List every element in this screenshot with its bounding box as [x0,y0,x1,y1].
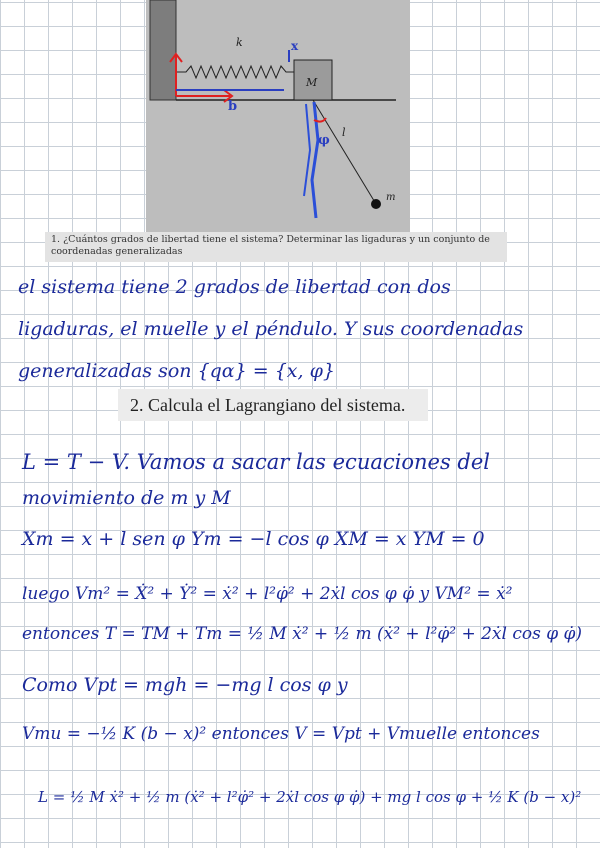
figure-photo [146,0,410,232]
answer2-line7: Vmu = −½ K (b − x)² entonces V = Vpt + Vmuelle entonces [22,724,540,744]
label-l: l [342,126,346,139]
system-diagram [146,0,410,232]
answer1-line3: generalizadas son {qα} = {x, φ} [18,360,335,382]
answer2-line8: L = ½ M ẋ² + ½ m (ẋ² + l²φ̇² + 2ẋl cos φ φ̇) + mg l cos φ + ½ K (b − x)² [38,788,582,806]
label-M: M [306,76,318,89]
answer2-line6: Como Vpt = mgh = −mg l cos φ y [22,674,348,696]
label-phi: φ [318,133,330,148]
answer2-line3: Xm = x + l sen φ Ym = −l cos φ XM = x YM = 0 [22,528,485,550]
pendulum-bob [371,199,381,209]
answer2-line4: luego Vm² = Ẋ² + Ẏ² = ẋ² + l²φ̇² + 2ẋl cos φ φ̇ y VM² = ẋ² [22,584,513,604]
label-b: b [228,99,238,114]
answer2-line5: entonces T = TM + Tm = ½ M ẋ² + ½ m (ẋ² + l²φ̇² + 2ẋl cos φ φ̇) [22,624,583,644]
answer1-line1: el sistema tiene 2 grados de libertad con dos [18,276,451,298]
label-x: x [291,39,299,53]
wall [150,0,176,100]
label-m: m [386,192,396,203]
answer1-line2: ligaduras, el muelle y el péndulo. Y sus coordenadas [18,318,524,340]
question-2-heading: 2. Calcula el Lagrangiano del sistema. [118,389,428,421]
label-k: k [236,36,243,49]
answer2-line2: movimiento de m y M [22,487,231,509]
answer2-line1: L = T − V. Vamos a sacar las ecuaciones del [22,450,490,474]
question-1-caption: 1. ¿Cuántos grados de libertad tiene el sistema? Determinar las ligaduras y un conjunto de coordenadas generalizadas [45,232,507,262]
